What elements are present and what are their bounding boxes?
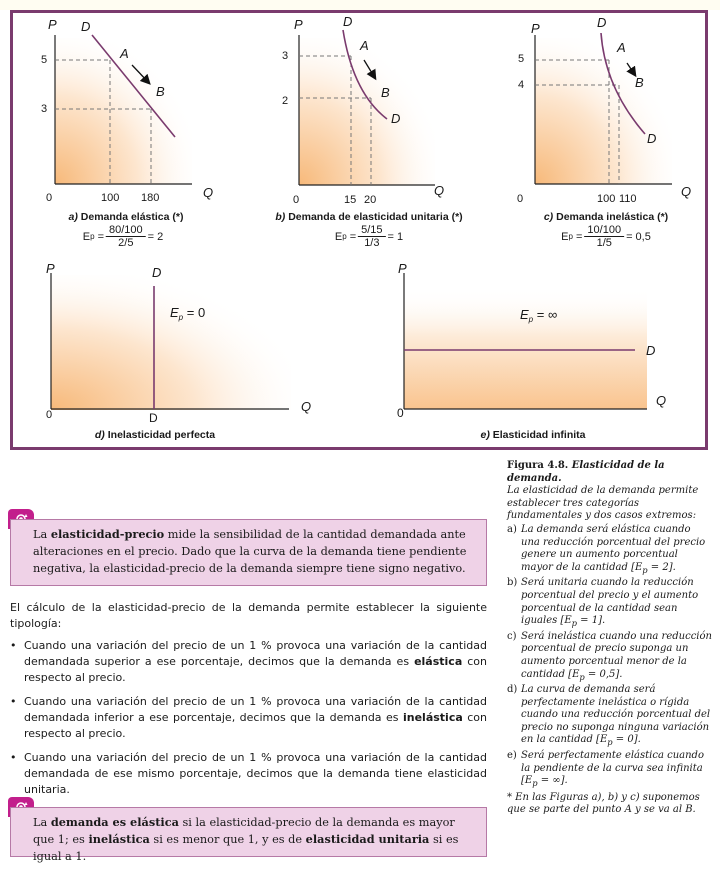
- case-item-a: a) La demanda será elástica cuando una reducción porcentual del precio genere un aumento porcentual mayor de la cantidad $[E_p = 2]$.: [507, 523, 706, 575]
- panel-d-curve-label: D: [152, 265, 162, 280]
- key-concept-callout-1: La elasticidad-precio mide la sensibilidad de la cantidad demandada ante alteraciones en el precio. Dado que la curva de la demanda tiene pendiente negativa, la elasticidad-precio de la demanda siempre tiene signo negativo.: [10, 519, 487, 586]
- panel-d-axis-q: Q: [301, 399, 312, 414]
- panel-e-curve-label: D: [646, 343, 656, 358]
- case-item-d: d) La curva de demanda será perfectamente inelástica o rígida cuando una reducción porcentual del precio no suponga ninguna variación en la cantidad $[E_p = 0]$.: [507, 684, 711, 748]
- panel-c-formula: E p = $\frac{10/100}{1/5}$ = 0,5: [561, 224, 651, 249]
- panel-b-curve-label-end: D: [391, 111, 401, 126]
- panel-b-curve-label: D: [343, 14, 353, 29]
- panel-d-axis-p: P: [46, 261, 55, 276]
- panel-d-shading: [51, 275, 291, 410]
- panel-e-axis-q: Q: [656, 393, 667, 408]
- panel-b-axis-p: P: [294, 17, 303, 32]
- panel-d-origin: 0: [46, 409, 53, 421]
- key-concept-callout-2: La demanda es elástica si la elasticidad-precio de la demanda es mayor que 1; es inelástica si es menor que 1, y es de elasticidad unitaria si es igual a 1.: [10, 807, 487, 857]
- figure-caption-sidebar: [507, 460, 712, 817]
- panel-a-ytick-5: 5: [41, 54, 48, 66]
- panel-c-caption: c) Demanda inelástica (*): [543, 211, 669, 223]
- panel-b-point-a: A: [360, 38, 369, 53]
- panel-c-xtick-100: 100: [597, 193, 616, 205]
- panel-b-shading: [299, 38, 435, 185]
- panel-c-curve-label-end: D: [647, 131, 657, 146]
- panel-b-ytick-3: 3: [282, 50, 289, 62]
- figure-footnote: * En las Figuras a), b) y c) suponemos que se parte del punto A y se va al B.: [507, 791, 700, 816]
- case-item-b: b) Será unitaria cuando la reducción porcentual del precio y el aumento porcentual de la cantidad sean iguales $[E_p = 1]$.: [507, 577, 699, 629]
- panel-c-curve-label: D: [597, 15, 607, 30]
- panel-c: [535, 33, 672, 184]
- panel-b-xtick-20: 20: [364, 194, 377, 206]
- body-text: [10, 600, 487, 806]
- panel-b-axis-q: Q: [434, 183, 445, 198]
- panel-c-xtick-110: 110: [619, 193, 637, 205]
- panel-c-point-b: B: [635, 75, 644, 90]
- panel-e-ep-label: $E_p$ = ∞: [520, 307, 558, 324]
- panel-b-xtick-15: 15: [344, 194, 357, 206]
- figure-case-list: [507, 524, 712, 790]
- panel-a-axis-p: P: [48, 17, 57, 32]
- body-intro: El cálculo de la elasticidad-precio de la demanda permite establecer la siguiente tipología:: [10, 601, 487, 630]
- panel-c-axis-p: P: [531, 21, 540, 36]
- panel-b-fraction: $\frac{5/15}{1/3}$: [358, 224, 385, 249]
- panel-a-xtick-100: 100: [101, 192, 120, 204]
- panel-e-caption: e) Elasticidad infinita: [480, 429, 586, 441]
- top-strip: [0, 0, 720, 10]
- panel-d-curve-label-bottom: D: [149, 411, 158, 425]
- panel-c-point-a: A: [617, 40, 626, 55]
- panel-a-origin: 0: [46, 192, 53, 204]
- panel-b-ytick-2: 2: [282, 95, 289, 107]
- typology-item: • Cuando una variación del precio de un 1 % provoca una variación de la cantidad demandada de ese mismo porcentaje, decimos que la demanda tiene elasticidad unitaria.: [10, 751, 487, 796]
- panel-a-axis-q: Q: [203, 185, 214, 200]
- panel-b-caption: b) Demanda de elasticidad unitaria (*): [275, 211, 463, 223]
- panel-a-formula: E p = $\frac{80/100}{2/5}$ = 2: [82, 224, 164, 249]
- figure-intro: La elasticidad de la demanda permite establecer tres categorías fundamentales y dos casos extremos:: [507, 485, 699, 522]
- panel-b: [299, 30, 435, 185]
- panel-d-ep-label: $E_p = 0$: [170, 305, 206, 322]
- panel-b-point-b: B: [381, 85, 390, 100]
- panel-c-shading: [535, 38, 672, 184]
- typology-item: • Cuando una variación del precio de un 1 % provoca una variación de la cantidad demandada inferior a ese porcentaje, decimos que la demanda es inelástica con respecto al precio.: [10, 695, 488, 740]
- panel-c-fraction: $\frac{10/100}{1/5}$: [584, 224, 624, 249]
- case-item-e: e) Será perfectamente elástica cuando la pendiente de la curva sea infinita [$E_p$ = ∞].: [507, 750, 704, 789]
- panel-e: [404, 273, 647, 409]
- typology-list: [10, 638, 487, 798]
- panel-a-caption: a) Demanda elástica (*): [68, 211, 184, 223]
- panel-e-origin: 0: [397, 406, 404, 420]
- panel-a-point-b: B: [156, 84, 165, 99]
- panel-d: [51, 273, 291, 410]
- panel-c-ytick-5: 5: [518, 53, 525, 65]
- panel-c-ytick-4: 4: [518, 79, 525, 91]
- panel-a-curve-label: D: [81, 19, 91, 34]
- panel-c-axis-q: Q: [681, 184, 692, 199]
- panel-c-origin: 0: [517, 193, 524, 205]
- panel-b-origin: 0: [293, 194, 300, 206]
- case-item-c: c) Será inelástica cuando una reducción porcentual de precio suponga un aumento porcentual menor de la cantidad $[E_p = 0,5]$.: [507, 630, 712, 682]
- panel-a-fraction: $\frac{80/100}{2/5}$: [106, 224, 146, 249]
- panel-a-xtick-180: 180: [141, 192, 160, 204]
- panel-a-ytick-3: 3: [41, 103, 48, 115]
- panel-a-point-a: A: [120, 46, 129, 61]
- figure-title: Figura 4.8. Elasticidad de la demanda.: [507, 460, 665, 484]
- figure-frame: [10, 10, 708, 450]
- panel-d-caption: d) Inelasticidad perfecta: [94, 429, 216, 441]
- panel-b-formula: E p = $\frac{5/15}{1/3}$ = 1: [334, 224, 404, 249]
- typology-item: • Cuando una variación del precio de un 1 % provoca una variación de la cantidad demandada superior a ese porcentaje, decimos que la demanda es elástica con respecto al precio.: [10, 639, 488, 684]
- panel-e-axis-p: P: [398, 261, 407, 276]
